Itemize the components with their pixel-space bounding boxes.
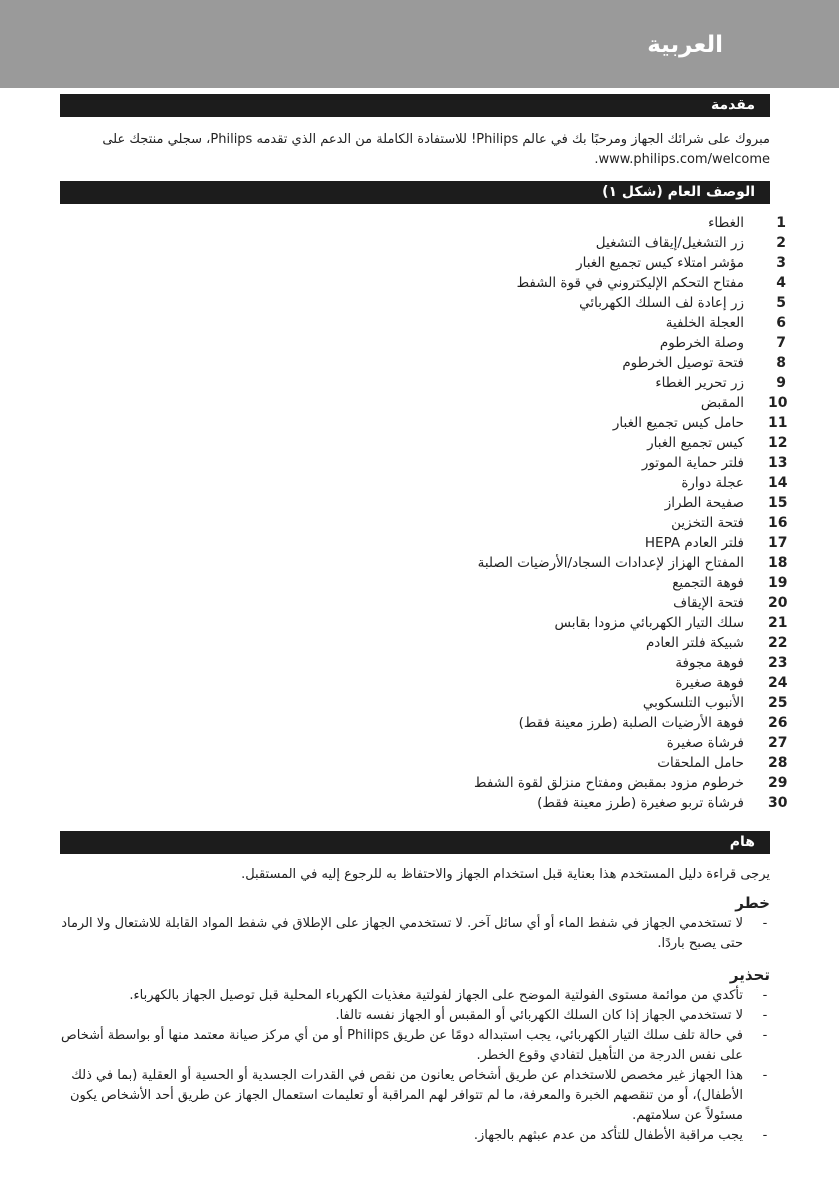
danger-heading: خطر [735,894,770,912]
parts-list-item-number: 20 [768,595,788,611]
parts-list-item-number: 22 [768,635,788,651]
parts-list-item-label: خرطوم مزود بمقبض ومفتاح منزلق لقوة الشفط [474,775,744,791]
warning-bullet-text: في حالة تلف سلك التيار الكهربائي، يجب استبداله دومًا عن طريق Philips أو من أي مركز صيانة معتمد منها أو بواسطة أشخاص على نفس الدرجة من التأهيل لتفادي وقوع الخطر. [61,1028,743,1063]
parts-list-item [60,313,786,333]
parts-list-item-label: فتحة الإيقاف [673,595,744,611]
parts-list-item [60,553,786,573]
parts-list-item [60,593,786,613]
warning-bullet [60,1006,770,1026]
parts-list-item-label: صفيحة الطراز [664,495,744,511]
parts-list-item-label: زر تحرير الغطاء [655,375,744,391]
section-header-introduction-label: مقدمة [711,97,755,113]
section-header-general-description-label: الوصف العام (شكل ١) [602,184,755,200]
parts-list-item-number: 13 [768,455,788,471]
parts-list-item-label: العجلة الخلفية [665,315,744,331]
parts-list-item [60,753,786,773]
parts-list-item-number: 28 [768,755,788,771]
danger-bullet-text: لا تستخدمي الجهاز في شفط الماء أو أي سائل آخر. لا تستخدمي الجهاز على الإطلاق في شفط المواد القابلة للاشتعال ولا الرماد حتى يصبح باردًا. [61,916,743,951]
parts-list-item-label: فرشاة صغيرة [666,735,744,751]
parts-list-item-label: سلك التيار الكهربائي مزودا بقابس [554,615,744,631]
parts-list-item [60,473,786,493]
parts-list-item-number: 4 [776,275,786,291]
parts-list-item [60,733,786,753]
parts-list-item-label: المقبض [700,395,744,411]
parts-list [60,213,786,813]
parts-list-item-number: 2 [776,235,786,251]
parts-list-item-number: 15 [768,495,788,511]
parts-list-item-number: 18 [768,555,788,571]
parts-list-item-label: حامل كيس تجميع الغبار [612,415,744,431]
bullet-dash-marker: - [762,1128,768,1143]
parts-list-item [60,393,786,413]
parts-list-item-label: فوهة التجميع [672,575,744,591]
parts-list-item-label: فوهة مجوفة [675,655,744,671]
parts-list-item-label: مؤشر امتلاء كيس تجميع الغبار [576,255,744,271]
parts-list-item [60,333,786,353]
warning-bullet-text: يجب مراقبة الأطفال للتأكد من عدم عبثهم بالجهاز. [473,1128,743,1143]
parts-list-item-label: زر التشغيل/إيقاف التشغيل [595,235,744,251]
bullet-dash-marker: - [762,988,768,1003]
important-note: يرجى قراءة دليل المستخدم هذا بعناية قبل استخدام الجهاز والاحتفاظ به للرجوع إليه في المستقبل. [241,867,770,882]
language-banner [0,0,839,88]
parts-list-item-label: الأنبوب التلسكوبي [642,695,744,711]
warning-bullet [60,986,770,1006]
introduction-paragraph [60,130,770,170]
bullet-dash-marker: - [762,1068,768,1083]
parts-list-item-number: 23 [768,655,788,671]
parts-list-item-number: 11 [768,415,788,431]
parts-list-item-number: 12 [768,435,788,451]
parts-list-item [60,673,786,693]
parts-list-item-number: 14 [768,475,788,491]
parts-list-item-number: 9 [776,375,786,391]
parts-list-item-number: 16 [768,515,788,531]
parts-list-item-number: 29 [768,775,788,791]
parts-list-item [60,713,786,733]
parts-list-item [60,653,786,673]
warning-bullet [60,1126,770,1146]
parts-list-item [60,373,786,393]
parts-list-item-number: 6 [776,315,786,331]
parts-list-item [60,273,786,293]
parts-list-item [60,253,786,273]
warning-bullet-text: لا تستخدمي الجهاز إذا كان السلك الكهربائي أو المقبس أو الجهاز نفسه تالفا. [335,1008,743,1023]
section-header-important-label: هام [729,834,755,850]
parts-list-item-label: وصلة الخرطوم [659,335,744,351]
bullet-dash-marker: - [762,916,768,931]
parts-list-item-label: عجلة دوارة [681,475,744,491]
section-header-general-description [60,181,770,204]
parts-list-item-label: فتحة توصيل الخرطوم [622,355,744,371]
parts-list-item-label: حامل الملحقات [657,755,744,771]
parts-list-item-label: شبيكة فلتر العادم [645,635,744,651]
parts-list-item-number: 7 [776,335,786,351]
parts-list-item-number: 21 [768,615,788,631]
warning-bullet-list [60,986,770,1146]
parts-list-item-number: 26 [768,715,788,731]
warning-bullet [60,1066,770,1126]
parts-list-item-number: 8 [776,355,786,371]
warning-bullet-text: هذا الجهاز غير مخصص للاستخدام عن طريق أشخاص يعانون من نقص في القدرات الجسدية أو الحسية أو العقلية (بما في ذلك الأطفال)، أو من تنقصهم الخبرة والمعرفة، ما لم تتوافر لهم المراقبة أو تعليمات استعمال الجهاز عن طريق أحد الأشخاص يكون مسئولاً عن سلامتهم. [69,1068,743,1123]
parts-list-item-number: 25 [768,695,788,711]
parts-list-item [60,573,786,593]
parts-list-item-number: 27 [768,735,788,751]
parts-list-item-number: 10 [768,395,788,411]
language-title: العربية [647,32,723,58]
parts-list-item [60,213,786,233]
parts-list-item-label: فلتر حماية الموتور [641,455,744,471]
parts-list-item-number: 24 [768,675,788,691]
parts-list-item-number: 17 [768,535,788,551]
parts-list-item [60,413,786,433]
warning-bullet [60,1026,770,1066]
parts-list-item-label: فوهة الأرضيات الصلبة (طرز معينة فقط) [518,715,744,731]
parts-list-item [60,353,786,373]
warning-bullet-text: تأكدي من موائمة مستوى الفولتية الموضح على الجهاز لفولتية مغذيات الكهرباء المحلية قبل توصيل الجهاز بالكهرباء. [129,988,743,1003]
parts-list-item [60,293,786,313]
parts-list-item [60,793,786,813]
parts-list-item [60,493,786,513]
parts-list-item-label: كيس تجميع الغبار [647,435,744,451]
danger-bullet [60,914,770,954]
parts-list-item [60,693,786,713]
danger-bullet-list [60,914,770,954]
parts-list-item [60,513,786,533]
parts-list-item-label: زر إعادة لف السلك الكهربائي [579,295,744,311]
parts-list-item [60,453,786,473]
section-header-important [60,831,770,854]
parts-list-item-number: 19 [768,575,788,591]
bullet-dash-marker: - [762,1028,768,1043]
parts-list-item-number: 5 [776,295,786,311]
parts-list-item [60,533,786,553]
parts-list-item [60,233,786,253]
parts-list-item-label: فلتر العادم HEPA [644,535,744,551]
parts-list-item-label: فوهة صغيرة [675,675,744,691]
introduction-line-2: www.philips.com/welcome. [594,152,770,167]
warning-heading: تحذير [729,966,770,984]
parts-list-item-number: 30 [768,795,788,811]
parts-list-item-label: الغطاء [708,215,744,231]
parts-list-item-label: مفتاح التحكم الإليكتروني في قوة الشفط [516,275,744,291]
parts-list-item [60,633,786,653]
parts-list-item-number: 3 [776,255,786,271]
parts-list-item [60,613,786,633]
bullet-dash-marker: - [762,1008,768,1023]
parts-list-item-label: المفتاح الهزاز لإعدادات السجاد/الأرضيات الصلبة [477,555,744,571]
parts-list-item-number: 1 [776,215,786,231]
parts-list-item-label: فتحة التخزين [671,515,744,531]
parts-list-item [60,773,786,793]
parts-list-item [60,433,786,453]
section-header-introduction [60,94,770,117]
parts-list-item-label: فرشاة تربو صغيرة (طرز معينة فقط) [537,795,744,811]
introduction-line-1: مبروك على شرائك الجهاز ومرحبًا بك في عالم Philips! للاستفادة الكاملة من الدعم الذي تقدمه Philips، سجلي منتجك على [102,132,770,147]
